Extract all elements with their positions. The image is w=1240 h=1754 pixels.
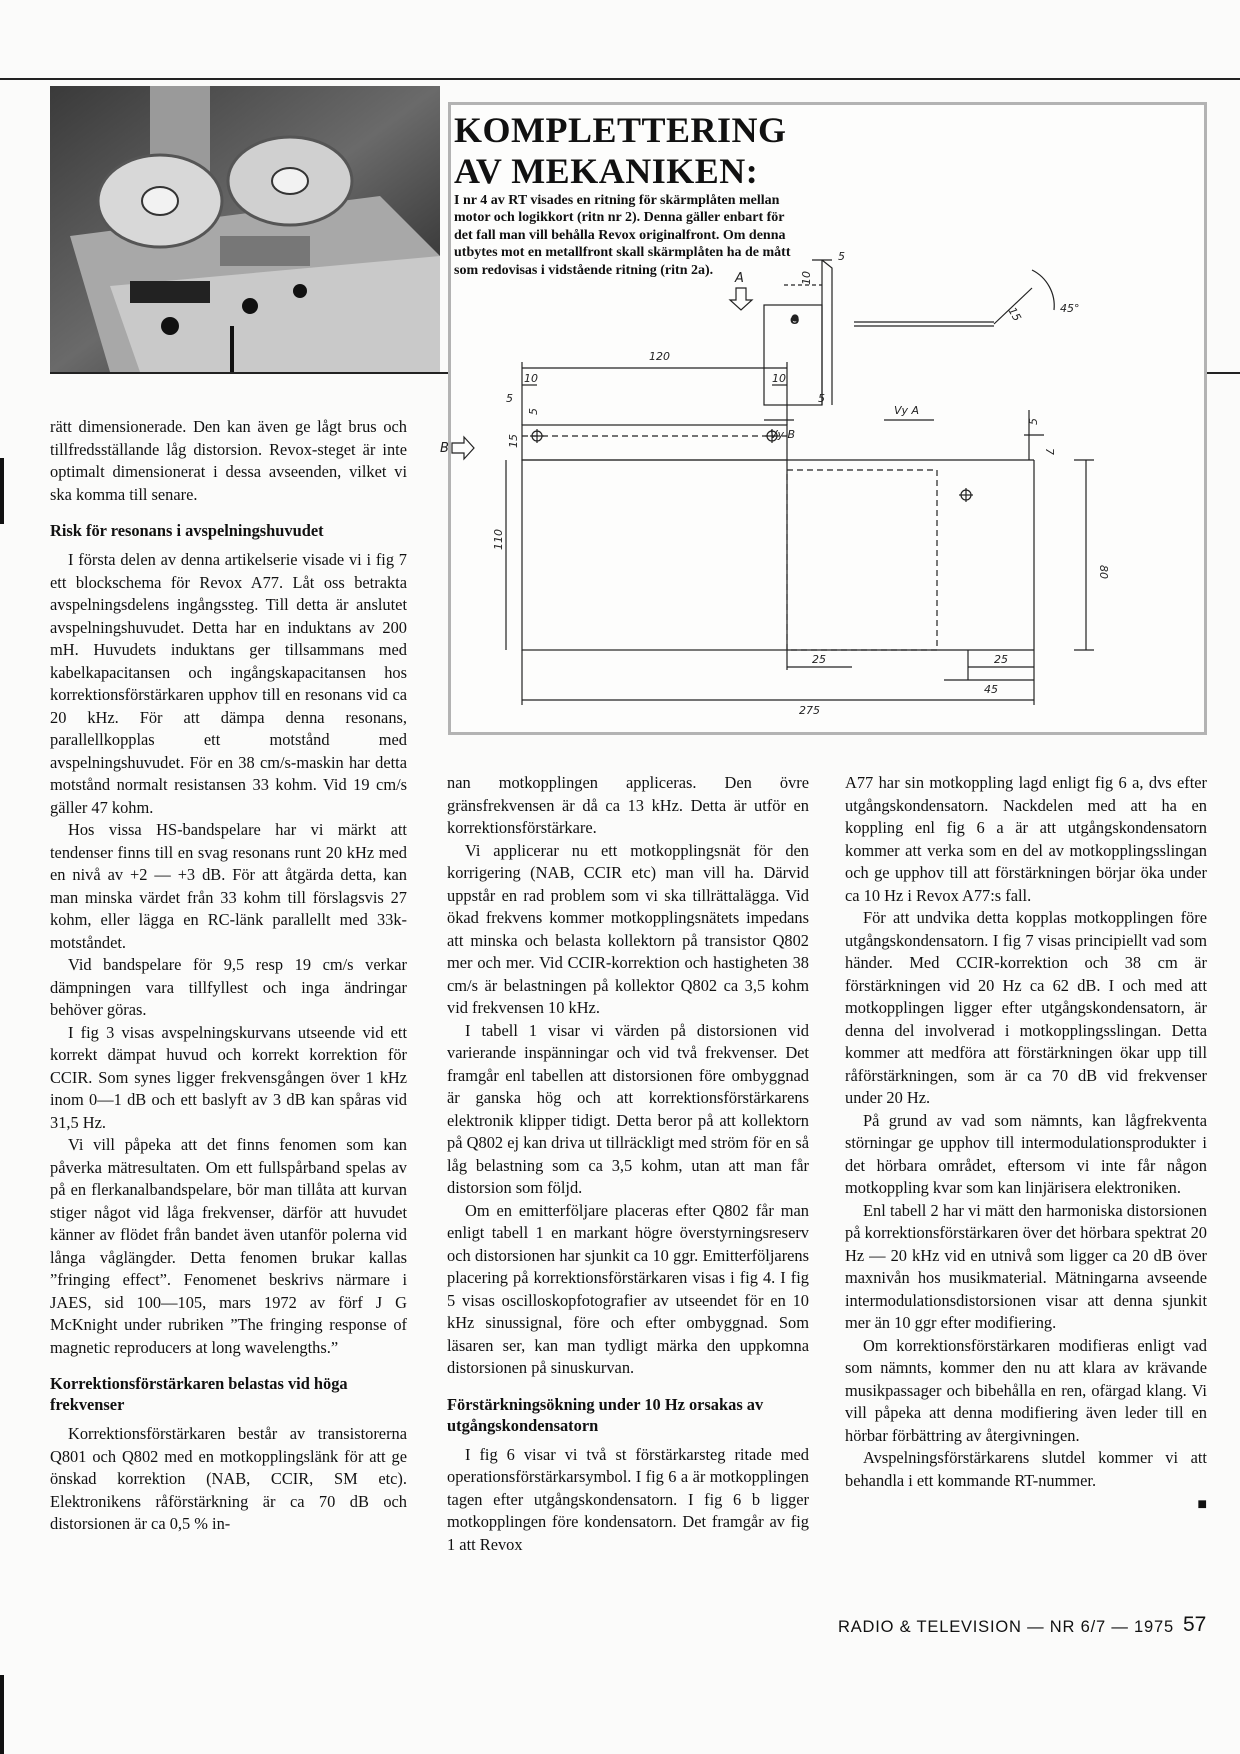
dim-110: 110 <box>492 529 505 550</box>
sidebar-title <box>454 110 787 192</box>
dim-10a: 10 <box>524 372 538 385</box>
paragraph: I tabell 1 visar vi värden på distorsionen vid varierande inspänningar och vid två frekvenser. Det framgår enl tabellen att distorsionen före ombyggnad är ganska hög och att korrektionsförstärkarens elektronik klipper tidigt. Detta beror på att kollektorn på Q802 ej kan driva ut tillräckligt med ström för en så låg belastning som ca 3,5 kohm, utan att man får distorsion som följd. <box>447 1020 809 1197</box>
dim-25a: 25 <box>812 653 826 666</box>
dim-275: 275 <box>799 704 820 717</box>
paragraph: Korrektionsförstärkaren består av transistorerna Q801 och Q802 med en motkopplingslänk för att ge önskad korrektion (NAB, CCIR, SM etc). Elektronikens råförstärkning är ca 70 dB och distorsionen är ca 0,5 % in- <box>50 1424 407 1533</box>
dim-25b: 25 <box>994 653 1008 666</box>
label-a: A <box>735 271 744 286</box>
paragraph: I fig 3 visas avspelningskurvans utseende vid ett korrekt dämpat huvud och korrekt korrektion för CCIR. Som synes ligger frekvensgången över 1 kHz inom 0—1 dB och ett baslyft av 3 dB kan spåras vid 31,5 Hz. <box>50 1022 407 1132</box>
dim-10c: 10 <box>800 271 813 285</box>
dim-15: 15 <box>507 434 520 448</box>
footer-magazine: RADIO & TELEVISION — NR 6/7 — 1975 <box>838 1618 1174 1636</box>
tape-recorder-photo <box>50 86 440 372</box>
angle-45: 45° <box>1060 302 1080 315</box>
paragraph: Om en emitterföljare placeras efter Q802 får man enligt tabell 1 en markant högre överstyrningsreserv och distorsionen har sjunkit ca 10 ggr. Emitterföljarens placering på korrektionsförstärkaren visas i fig 4. I fig 5 visas oscilloskopfotografier av utseendet för en 10 kHz sinussignal, före och efter ombyggnad. Som läsaren ser, kan man tydligt märka den uppkomna distorsionen på sinuskurvan. <box>447 1200 809 1377</box>
label-o: O <box>790 314 800 327</box>
margin-mark <box>0 1675 4 1754</box>
paragraph: Vid bandspelare för 9,5 resp 19 cm/s verkar dämpningen vara tillfyllest och inga ändringar behöver göras. <box>50 955 407 1019</box>
top-rule <box>0 78 1240 80</box>
section-heading: Risk för resonans i avspelningshuvudet <box>50 521 324 540</box>
article-column-3 <box>845 772 1207 1517</box>
dim-45: 45 <box>984 683 998 696</box>
article-column-1 <box>50 416 407 1536</box>
article-column-2 <box>447 772 809 1556</box>
paragraph: Vi applicerar nu ett motkopplingsnät för den korrigering (NAB, CCIR etc) man vill ha. Därvid uppstår en rad problem som vi ska tillrättalägga. Vid ökad frekvens kommer motkopplingsnätets impedans att minska och belasta kollektorn på transistor Q802 mer och mer. Vid CCIR-korrektion och hastigheten 38 cm/s är belastningen på kollektor Q802 ca 3,5 kohm vid frekvensen 10 kHz. <box>447 840 809 1017</box>
paragraph: A77 har sin motkoppling lagd enligt fig 6 a, dvs efter utgångskondensatorn. Nackdelen med att ha en koppling enl fig 6 a är att utgångskondensatorn kommer att verka som en del av motkopplingsslingan och ge upphov till att förstärkningen börjar öka under ca 10 Hz i Revox A77:s fall. <box>845 773 1207 905</box>
paragraph: I fig 6 visar vi två st förstärkarsteg ritade med operationsförstärkarsymbol. I fig 6 a är motkopplingen tagen efter utgångskondensatorn. I fig 6 b ligger motkopplingen före kondensatorn. Det framgår av fig 1 att Revox <box>447 1444 809 1554</box>
paragraph: Vi vill påpeka att det finns fenomen som kan påverka mätresultaten. Om ett fullspårband spelas av på en flerkanalbandspelare, bör man tillåta att kurvan stiger något vid låga frekvenser, därför att huvudet känner av flödet från bandet även utanför polerna vid långa våglängder. Detta fenomen brukar kallas ”fringing effect”. Fenomenet beskrivs närmare i JAES, sid 100—105, mars 1972 av förf J G McKnight under rubriken ”The fringing response of magnetic reproducers at long wavelengths.” <box>50 1135 407 1357</box>
paragraph: För att undvika detta kopplas motkopplingen före utgångskondensatorn. I fig 7 visas principiellt vad som händer. Med CCIR-korrektion och 38 cm är förstärkningen vid 20 Hz ca 62 dB. I och med att motkopplingen ligger efter utgångskondensatorn, är denna del involverad i motkopplingsslingan. Detta kommer att medföra att förstärkningen ökar upp till råförstärkningen, som är ca 70 dB vid frekvenser under 20 Hz. <box>845 908 1207 1107</box>
paragraph: På grund av vad som nämnts, kan lågfrekventa störningar ge upphov till intermodulationsprodukter i det hörbara området, eftersom vi inte får någon motkoppling kvar som kan linjärisera elektroniken. <box>845 1110 1207 1197</box>
sidebar-intro-text: I nr 4 av RT visades en ritning för skärmplåten mellan motor och logikkort (ritn nr 2). Denna gäller enbart för det fall man vill behålla Revox originalfront. Om denna utbytes mot en metallfront skall skärmplåten ha de mått som redovisas i vidstående ritning (ritn 2a). <box>454 193 791 278</box>
dim-80: 80 <box>1097 565 1110 579</box>
dim-10b: 10 <box>772 372 786 385</box>
page-number: 57 <box>1183 1613 1207 1636</box>
paragraph: nan motkopplingen appliceras. Den övre gränsfrekvensen är då ca 13 kHz. Detta är utför en korrektionsförstärkare. <box>447 773 809 837</box>
section-heading: Förstärkningsökning under 10 Hz orsakas av utgångskondensatorn <box>447 1394 764 1435</box>
sidebar-title-line1: KOMPLETTERING <box>454 110 787 150</box>
margin-mark <box>0 458 4 524</box>
technical-drawing <box>440 230 1202 730</box>
paragraph: rätt dimensionerade. Den kan även ge lågt brus och tillfredsställande låg distorsion. Revox-steget är inte optimalt dimensionerat i dessa avseenden, vilket vi ska komma till senare. <box>50 417 407 504</box>
label-b: B <box>440 441 449 456</box>
dim-120: 120 <box>649 350 670 363</box>
label-vy-b: Vy B <box>770 428 796 441</box>
paragraph: I första delen av denna artikelserie visade vi i fig 7 ett blockschema för Revox A77. Låt oss betrakta avspelningsdelens ingångssteg. Till detta är anslutet avspelningshuvudet. Detta har en induktans av 200 mH. Huvudets induktans ger tillsammans med kabelkapacitansen och ingångskapacitansen hos korrektionsförstärkaren upphov till en resonans vid ca 20 kHz. För att dämpa denna resonans, parallellkopplas ett motstånd med avspelningshuvudet. För en 38 cm/s-maskin har detta motstånd normalt resistansen 33 kohm. Vid 19 cm/s gäller 47 kohm. <box>50 550 407 817</box>
sidebar-title-line2: AV MEKANIKEN: <box>454 151 759 191</box>
paragraph: Enl tabell 2 har vi mätt den harmoniska distorsionen på korrektionsförstärkaren över det hörbara spektrat 20 Hz — 20 kHz vid en utnivå som ligger ca 20 dB över maxnivån hos musikmaterial. Mätningarna avseende intermodulationsdistorsionen visar att denna sjunkit mer än 10 ggr efter modifiering. <box>845 1200 1207 1332</box>
divider-rule-left <box>50 372 495 374</box>
dim-5a: 5 <box>506 392 513 405</box>
paragraph: Om korrektionsförstärkaren modifieras enligt vad som nämnts, kommer den nu att klara av krävande musikpassager och bibehålla en ren, ofärgad klang. Vi vill påpeka att denna modifiering även leder till en hörbar förbättring av återgivningen. <box>845 1335 1207 1445</box>
dim-5e: 5 <box>838 250 845 263</box>
end-mark: ■ <box>1197 1496 1207 1513</box>
paragraph: Hos vissa HS-bandspelare har vi märkt att tendenser finns till en svag resonans runt 20 kHz med en nivå av +2 — +3 dB. För att åtgärda detta, kan man minska värdet från 33 kohm till förslagsvis 27 kohm, eller lägga en RC-länk parallellt med 33k-motståndet. <box>50 820 407 952</box>
paragraph: Avspelningsförstärkarens slutdel kommer vi att behandla i ett kommande RT-nummer. <box>845 1448 1207 1490</box>
dim-15b: 15 <box>1005 305 1024 324</box>
label-vy-a: Vy A <box>894 404 920 417</box>
dim-5d: 5 <box>1027 418 1040 425</box>
dim-5b: 5 <box>818 392 825 405</box>
dim-5c: 5 <box>527 408 540 415</box>
section-heading: Korrektionsförstärkaren belastas vid höga frekvenser <box>50 1374 348 1414</box>
dim-7: 7 <box>1043 448 1056 455</box>
